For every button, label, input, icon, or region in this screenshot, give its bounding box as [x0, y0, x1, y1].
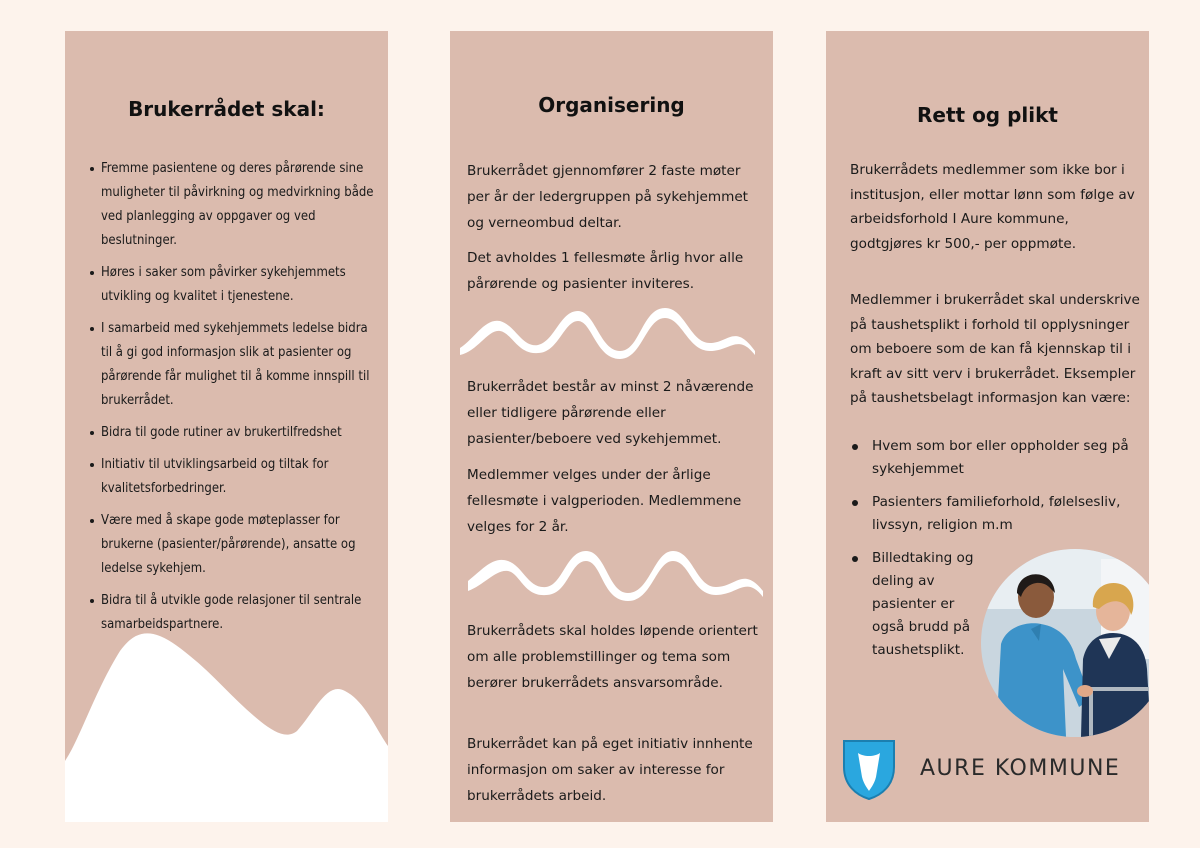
list-item: Være med å skape gode møteplasser for brukerne (pasienter/pårørende), ansatte og ledelse sykehjem. [89, 509, 374, 581]
panel-rett-og-plikt [826, 31, 1149, 822]
panel1-bullet-list [89, 157, 374, 645]
slogan-line: VILL [129, 705, 181, 738]
list-item: Pasienters familieforhold, følelsesliv, livssyn, religion m.m [850, 491, 1140, 537]
paragraph: Brukerrådet består av minst 2 nåværende eller tidligere pårørende eller pasienter/beboere ved sykehjemmet. [467, 379, 754, 447]
list-item: Bidra til å utvikle gode relasjoner til sentrale samarbeidspartnere. [89, 589, 374, 637]
slogan-line: VAKKER [107, 739, 203, 772]
decorative-wave [468, 541, 763, 601]
logo-text: AURE KOMMUNE [920, 756, 1121, 781]
paragraph: Det avholdes 1 fellesmøte årlig hvor alle pårørende og pasienter inviteres. [467, 250, 744, 292]
paragraph: Brukerrådet kan på eget initiativ innhente informasjon om saker av interesse for brukerrådets arbeid. [467, 736, 753, 804]
panel2-heading: Organisering [538, 93, 685, 117]
slogan-line: OG VENNLIG [78, 773, 232, 806]
paragraph: Brukerrådets medlemmer som ikke bor i institusjon, eller mottar lønn som følge av arbeidsforhold I Aure kommune, godtgjøres kr 500,- per oppmøte. [850, 162, 1135, 252]
list-item: Hvem som bor eller oppholder seg på sykehjemmet [850, 435, 1140, 481]
list-item: Initiativ til utviklingsarbeid og tiltak for kvalitetsforbedringer. [89, 453, 374, 501]
paragraph: Medlemmer velges under der årlige fellesmøte i valgperioden. Medlemmene velges for 2 år. [467, 467, 742, 535]
panel-brukerradet-skal [65, 31, 388, 822]
panel1-heading: Brukerrådet skal: [128, 97, 325, 121]
shield-icon [840, 737, 898, 801]
list-item: I samarbeid med sykehjemmets ledelse bidra til å gi god informasjon slik at pasienter og pårørende får mulighet til å komme innspill til brukerrådet. [89, 317, 374, 413]
list-item: Bidra til gode rutiner av brukertilfredshet [89, 421, 374, 445]
decorative-wave [460, 303, 755, 361]
list-item: Fremme pasientene og deres pårørende sine muligheter til påvirkning og medvirkning både ved planlegging av oppgaver og ved beslutninger. [89, 157, 374, 253]
paragraph: Brukerrådet gjennomfører 2 faste møter per år der ledergruppen på sykehjemmet og verneombud deltar. [467, 163, 749, 231]
panel3-heading: Rett og plikt [917, 103, 1058, 127]
slogan [65, 704, 245, 806]
paragraph: Brukerrådets skal holdes løpende orientert om alle problemstillinger og tema som berører brukerrådets ansvarsområde. [467, 623, 758, 691]
panel-organisering [450, 31, 773, 822]
list-item: Billedtaking og deling av pasienter er også brudd på taushetsplikt. [850, 547, 982, 662]
nurse-and-patient-photo [981, 549, 1149, 737]
paragraph: Medlemmer i brukerrådet skal underskrive på taushetsplikt i forhold til opplysninger om beboere som de kan få kjennskap til i kraft av sitt verv i brukerrådet. Eksempler på taushetsbelagt informasjon kan være: [850, 292, 1140, 406]
list-item: Høres i saker som påvirker sykehjemmets utvikling og kvalitet i tjenestene. [89, 261, 374, 309]
